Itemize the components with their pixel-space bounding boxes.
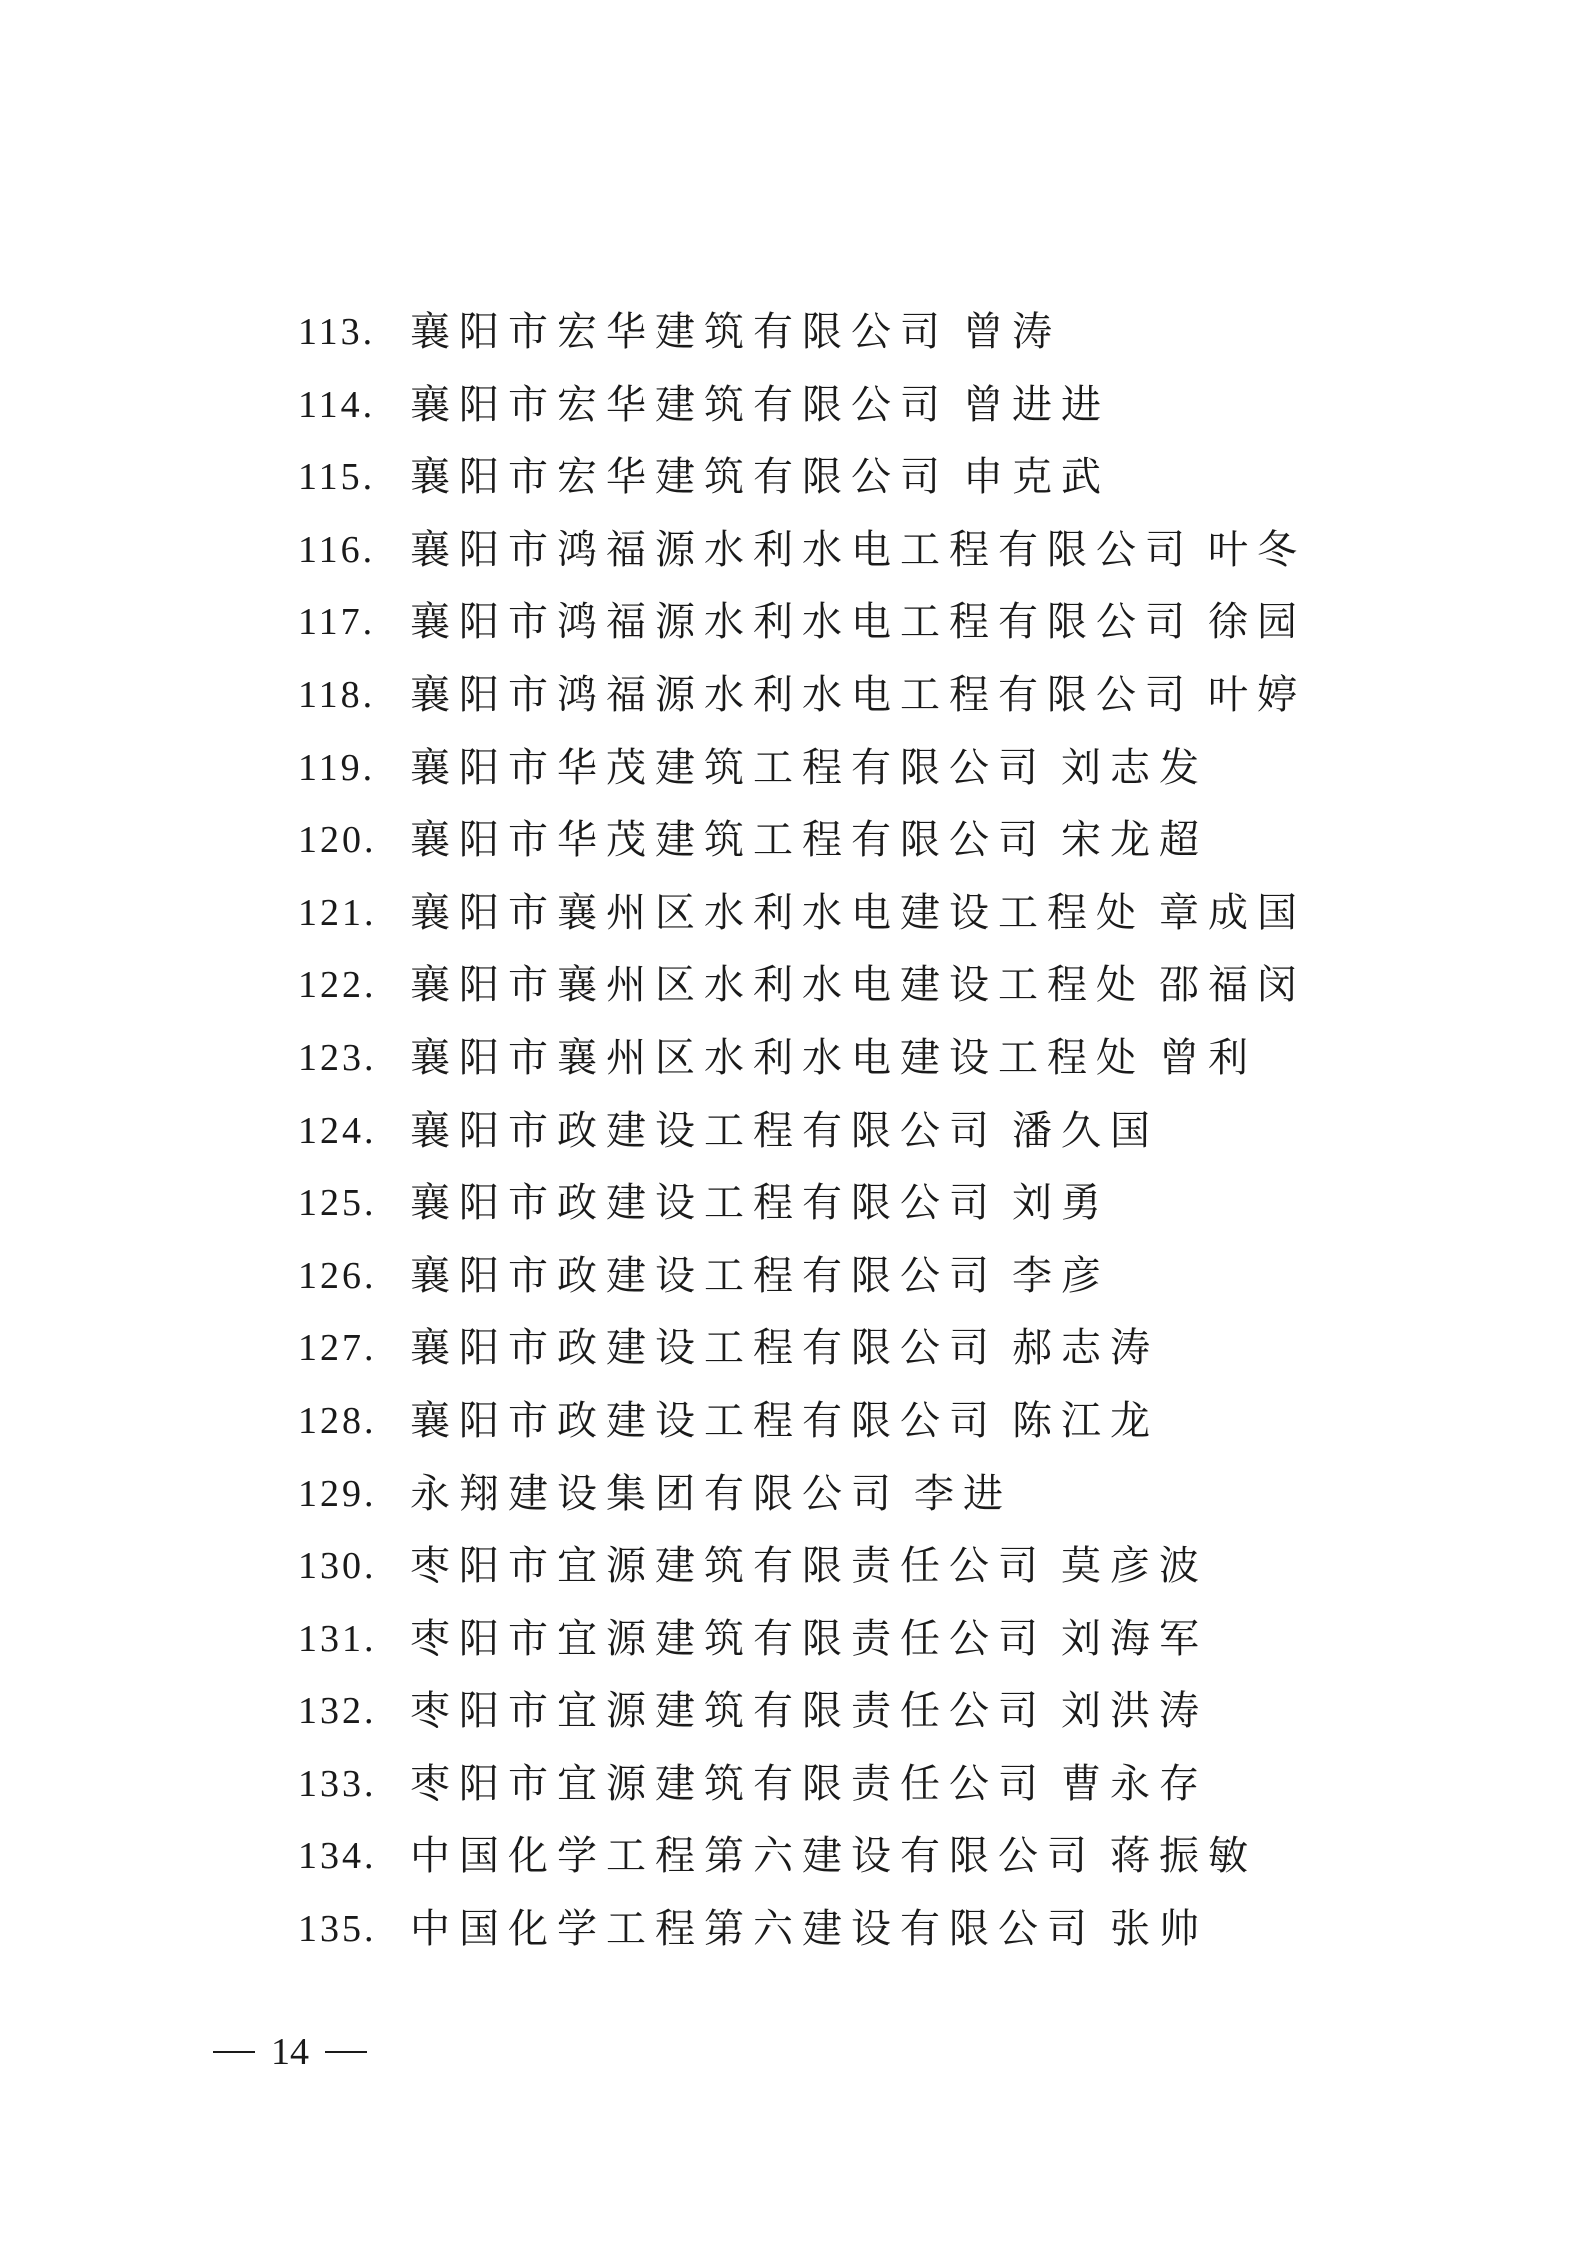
- list-item: [298, 804, 1398, 877]
- footer-dash-left: [213, 2051, 255, 2053]
- entry-number: 120.: [298, 819, 377, 862]
- entry-number: 128.: [298, 1399, 377, 1442]
- list-item: [298, 1312, 1398, 1385]
- entry-person: 章成国: [1159, 889, 1306, 936]
- entry-person: 张帅: [1110, 1906, 1208, 1953]
- entry-number: 135.: [298, 1908, 377, 1951]
- entry-number: 116.: [298, 528, 376, 571]
- list-item: [298, 1820, 1398, 1893]
- entry-person: 莫彦波: [1061, 1543, 1208, 1590]
- list-item: [298, 514, 1398, 587]
- entry-number: 133.: [298, 1762, 377, 1805]
- entry-company: 枣阳市宜源建筑有限责任公司: [410, 1615, 1047, 1662]
- entry-number: 130.: [298, 1545, 377, 1588]
- entry-person: 陈江龙: [1012, 1397, 1159, 1444]
- entry-company: 襄阳市襄州区水利水电建设工程处: [410, 1034, 1145, 1081]
- entry-person: 叶婷: [1208, 671, 1306, 718]
- entry-person: 刘勇: [1012, 1180, 1110, 1227]
- entry-company: 中国化学工程第六建设有限公司: [410, 1906, 1096, 1953]
- entry-company: 枣阳市宜源建筑有限责任公司: [410, 1543, 1047, 1590]
- entry-company: 襄阳市政建设工程有限公司: [410, 1325, 998, 1372]
- entry-person: 曹永存: [1061, 1760, 1208, 1807]
- entry-company: 襄阳市华茂建筑工程有限公司: [410, 817, 1047, 864]
- list-item: [298, 1675, 1398, 1748]
- entry-person: 李进: [914, 1470, 1012, 1517]
- entry-company: 枣阳市宜源建筑有限责任公司: [410, 1760, 1047, 1807]
- page-number: 14: [271, 2031, 309, 2073]
- list-item: [298, 1022, 1398, 1095]
- entry-number: 123.: [298, 1036, 377, 1079]
- entry-company: 襄阳市政建设工程有限公司: [410, 1107, 998, 1154]
- entry-number: 126.: [298, 1254, 377, 1297]
- entry-company: 襄阳市宏华建筑有限公司: [410, 454, 949, 501]
- entry-number: 117.: [298, 601, 376, 644]
- entry-company: 襄阳市宏华建筑有限公司: [410, 309, 949, 355]
- list-item: [298, 1240, 1398, 1313]
- list-item: [298, 1603, 1398, 1676]
- list-item: [298, 586, 1398, 659]
- entry-number: 113.: [298, 311, 376, 353]
- entry-company: 襄阳市鸿福源水利水电工程有限公司: [410, 599, 1194, 646]
- entry-company: 枣阳市宜源建筑有限责任公司: [410, 1688, 1047, 1735]
- entry-person: 曾利: [1159, 1034, 1257, 1081]
- entry-company: 中国化学工程第六建设有限公司: [410, 1833, 1096, 1880]
- entry-number: 121.: [298, 891, 377, 934]
- entry-person: 邵福闵: [1159, 962, 1306, 1009]
- entry-person: 申克武: [963, 454, 1110, 501]
- entry-number: 131.: [298, 1617, 377, 1660]
- entry-person: 曾涛: [963, 309, 1061, 355]
- list-item: [298, 949, 1398, 1022]
- entry-person: 叶冬: [1208, 526, 1306, 573]
- entry-company: 襄阳市襄州区水利水电建设工程处: [410, 889, 1145, 936]
- entry-person: 李彦: [1012, 1252, 1110, 1299]
- entry-number: 132.: [298, 1690, 377, 1733]
- entry-number: 127.: [298, 1327, 377, 1370]
- page-footer: [213, 2030, 367, 2074]
- entry-person: 刘海军: [1061, 1615, 1208, 1662]
- entry-company: 襄阳市政建设工程有限公司: [410, 1180, 998, 1227]
- entry-company: 永翔建设集团有限公司: [410, 1470, 900, 1517]
- entry-number: 124.: [298, 1109, 377, 1152]
- list-item: [298, 296, 1398, 369]
- entry-number: 125.: [298, 1182, 377, 1225]
- entry-number: 115.: [298, 456, 376, 499]
- list-item: [298, 1530, 1398, 1603]
- entry-number: 134.: [298, 1835, 377, 1878]
- footer-dash-right: [325, 2051, 367, 2053]
- entry-person: 潘久国: [1012, 1107, 1159, 1154]
- list-item: [298, 1167, 1398, 1240]
- entry-person: 刘志发: [1061, 744, 1208, 791]
- list-item: [298, 441, 1398, 514]
- entry-number: 118.: [298, 673, 376, 716]
- list-item: [298, 877, 1398, 950]
- list-item: [298, 732, 1398, 805]
- entry-number: 129.: [298, 1472, 377, 1515]
- entry-person: 宋龙超: [1061, 817, 1208, 864]
- entry-person: 刘洪涛: [1061, 1688, 1208, 1735]
- entry-person: 郝志涛: [1012, 1325, 1159, 1372]
- list-item: [298, 369, 1398, 442]
- entry-company: 襄阳市鸿福源水利水电工程有限公司: [410, 671, 1194, 718]
- awardee-list: [298, 296, 1398, 1966]
- entry-person: 徐园: [1208, 599, 1306, 646]
- list-item: [298, 1385, 1398, 1458]
- entry-person: 曾进进: [963, 381, 1110, 428]
- list-item: [298, 1748, 1398, 1821]
- entry-number: 114.: [298, 383, 376, 426]
- list-item: [298, 1095, 1398, 1168]
- entry-company: 襄阳市华茂建筑工程有限公司: [410, 744, 1047, 791]
- list-item: [298, 1458, 1398, 1531]
- list-item: [298, 659, 1398, 732]
- list-item: [298, 1893, 1398, 1966]
- entry-company: 襄阳市襄州区水利水电建设工程处: [410, 962, 1145, 1009]
- entry-company: 襄阳市政建设工程有限公司: [410, 1252, 998, 1299]
- entry-company: 襄阳市宏华建筑有限公司: [410, 381, 949, 428]
- entry-number: 119.: [298, 746, 376, 789]
- entry-company: 襄阳市鸿福源水利水电工程有限公司: [410, 526, 1194, 573]
- entry-number: 122.: [298, 964, 377, 1007]
- entry-company: 襄阳市政建设工程有限公司: [410, 1397, 998, 1444]
- entry-person: 蒋振敏: [1110, 1833, 1257, 1880]
